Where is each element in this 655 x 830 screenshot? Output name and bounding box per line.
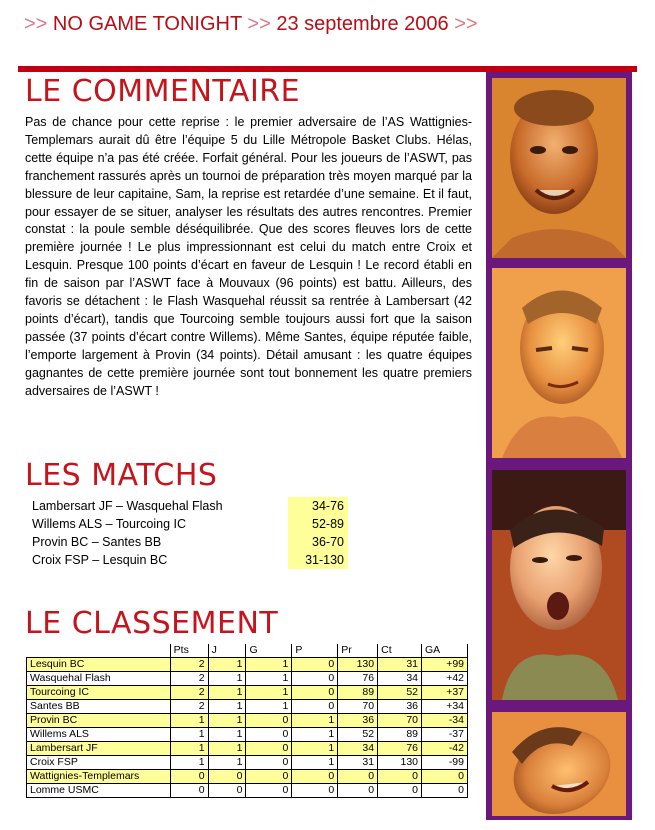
standings-cell-g: 0	[246, 770, 292, 784]
match-score: 31-130	[288, 551, 348, 569]
player-photo-1	[492, 78, 626, 258]
standings-cell-g: 1	[246, 658, 292, 672]
player-photo-3	[492, 470, 626, 700]
standings-cell-team: Tourcoing IC	[27, 686, 171, 700]
standings-cell-team: Wattignies-Templemars	[27, 770, 171, 784]
standings-row	[27, 770, 468, 784]
standings-cell-team: Croix FSP	[27, 756, 171, 770]
commentary-title: LE COMMENTAIRE	[25, 74, 301, 109]
standings-cell-j: 0	[208, 784, 246, 798]
standings-cell-g: 0	[246, 728, 292, 742]
commentary-text: Pas de chance pour cette reprise : le premier adversaire de l’AS Wattignies-Templemars aurait dû être l’équipe 5 du Lille Métropole Basket Clubs. Hélas, cette équipe n’a pas été créée. Forfait général. Pour les joueurs de l’ASWT, pas franchement rassurés après un tournoi de préparation très moyen marqué par la blessure de leur capitaine, Sam, la reprise est retardée d’une semaine. Et il faut, pour essayer de se situer, analyser les résultats des autres rencontres. Premier constat : la poule semble déséquilibrée. Que des scores fleuves lors de cette première journée ! Le plus impressionnant est celui du match entre Croix et Lesquin. Presque 100 points d’écart en faveur de Lesquin ! Le record établi en fin de saison par l’ASWT face à Mouvaux (96 points) est battu. Ailleurs, des favoris se détachent : le Flash Wasquehal réussit sa rentrée à Lambersart (42 points d’écart), tandis que Tourcoing semble toujours aussi fort que la saison passée (37 points d’écart contre Willems). Même Santes, équipe réputée faible, l’emporte largement à Provin (34 points). Détail amusant : les quatre équipes gagnantes de cette première journée sont tout bonnement les quatre premiers adversaires de l’ASWT !	[25, 115, 472, 398]
standings-cell-pts: 2	[170, 658, 208, 672]
standings-row	[27, 686, 468, 700]
standings-row	[27, 672, 468, 686]
player-photo-2	[492, 268, 626, 458]
match-teams: Croix FSP – Lesquin BC	[32, 553, 168, 567]
standings-cell-g: 1	[246, 700, 292, 714]
standings-cell-team: Provin BC	[27, 714, 171, 728]
matches-list	[32, 497, 352, 569]
standings-cell-p: 1	[292, 714, 338, 728]
standings-cell-pts: 0	[170, 770, 208, 784]
standings-table	[26, 644, 468, 798]
header-date: 23 septembre 2006	[276, 13, 449, 35]
standings-cell-ct: 76	[378, 742, 422, 756]
standings-cell-ct: 70	[378, 714, 422, 728]
standings-cell-pr: 36	[338, 714, 378, 728]
standings-cell-pr: 70	[338, 700, 378, 714]
match-row	[32, 533, 352, 551]
standings-cell-ct: 34	[378, 672, 422, 686]
standings-cell-pts: 1	[170, 728, 208, 742]
standings-title: LE CLASSEMENT	[25, 606, 279, 641]
match-score: 36-70	[288, 533, 348, 551]
standings-cell-ct: 89	[378, 728, 422, 742]
standings-cell-pr: 34	[338, 742, 378, 756]
standings-cell-pts: 2	[170, 672, 208, 686]
standings-cell-j: 1	[208, 714, 246, 728]
standings-cell-ga: +37	[422, 686, 468, 700]
match-row	[32, 551, 352, 569]
standings-header-pr: Pr	[338, 644, 378, 658]
standings-cell-ga: 0	[422, 770, 468, 784]
standings-cell-team: Wasquehal Flash	[27, 672, 171, 686]
standings-row	[27, 756, 468, 770]
standings-header-j: J	[208, 644, 246, 658]
standings-cell-p: 0	[292, 686, 338, 700]
standings-cell-ga: -42	[422, 742, 468, 756]
standings-cell-g: 1	[246, 672, 292, 686]
match-row	[32, 515, 352, 533]
standings-row	[27, 742, 468, 756]
match-teams: Lambersart JF – Wasquehal Flash	[32, 499, 223, 513]
standings-header-p: P	[292, 644, 338, 658]
standings-cell-team: Lomme USMC	[27, 784, 171, 798]
standings-cell-pts: 2	[170, 686, 208, 700]
standings-cell-team: Lambersart JF	[27, 742, 171, 756]
standings-cell-j: 1	[208, 700, 246, 714]
standings-cell-j: 1	[208, 728, 246, 742]
standings-cell-ct: 36	[378, 700, 422, 714]
standings-cell-j: 1	[208, 658, 246, 672]
standings-cell-ct: 0	[378, 770, 422, 784]
player-photo-4	[492, 712, 626, 816]
standings-cell-team: Willems ALS	[27, 728, 171, 742]
standings-cell-pr: 76	[338, 672, 378, 686]
standings-cell-ct: 52	[378, 686, 422, 700]
standings-cell-j: 1	[208, 672, 246, 686]
standings-cell-pts: 0	[170, 784, 208, 798]
standings-cell-ct: 31	[378, 658, 422, 672]
standings-cell-p: 0	[292, 658, 338, 672]
page-header	[24, 13, 478, 36]
standings-cell-pr: 130	[338, 658, 378, 672]
standings-cell-p: 0	[292, 784, 338, 798]
standings-cell-g: 1	[246, 686, 292, 700]
standings-header-g: G	[246, 644, 292, 658]
standings-cell-p: 1	[292, 742, 338, 756]
match-teams: Willems ALS – Tourcoing IC	[32, 517, 186, 531]
header-arrow: >>	[24, 13, 48, 35]
standings-cell-ct: 130	[378, 756, 422, 770]
standings-cell-p: 0	[292, 700, 338, 714]
standings-cell-p: 0	[292, 770, 338, 784]
matches-title: LES MATCHS	[25, 458, 218, 493]
standings-cell-team: Lesquin BC	[27, 658, 171, 672]
match-row	[32, 497, 352, 515]
standings-cell-pr: 31	[338, 756, 378, 770]
standings-cell-j: 0	[208, 770, 246, 784]
match-score: 52-89	[288, 515, 348, 533]
standings-cell-p: 1	[292, 756, 338, 770]
standings-cell-pr: 0	[338, 770, 378, 784]
standings-cell-ga: 0	[422, 784, 468, 798]
standings-cell-ga: +99	[422, 658, 468, 672]
standings-row	[27, 658, 468, 672]
standings-header-row	[27, 644, 468, 658]
standings-cell-pr: 0	[338, 784, 378, 798]
standings-cell-pr: 89	[338, 686, 378, 700]
standings-cell-ct: 0	[378, 784, 422, 798]
standings-header-ct: Ct	[378, 644, 422, 658]
standings-cell-j: 1	[208, 742, 246, 756]
standings-cell-ga: -37	[422, 728, 468, 742]
standings-cell-j: 1	[208, 756, 246, 770]
standings-cell-p: 1	[292, 728, 338, 742]
standings-cell-pts: 2	[170, 700, 208, 714]
match-teams: Provin BC – Santes BB	[32, 535, 162, 549]
standings-cell-g: 0	[246, 714, 292, 728]
standings-cell-pr: 52	[338, 728, 378, 742]
standings-cell-pts: 1	[170, 756, 208, 770]
standings-cell-g: 0	[246, 784, 292, 798]
header-arrow: >>	[247, 13, 271, 35]
standings-row	[27, 728, 468, 742]
header-arrow: >>	[454, 13, 478, 35]
standings-header-pts: Pts	[170, 644, 208, 658]
standings-cell-ga: -34	[422, 714, 468, 728]
standings-header-team	[27, 644, 171, 658]
standings-cell-g: 0	[246, 756, 292, 770]
standings-cell-pts: 1	[170, 714, 208, 728]
standings-header-ga: GA	[422, 644, 468, 658]
photo-column	[486, 72, 632, 820]
standings-cell-j: 1	[208, 686, 246, 700]
standings-cell-ga: +34	[422, 700, 468, 714]
standings-cell-ga: -99	[422, 756, 468, 770]
standings-cell-team: Santes BB	[27, 700, 171, 714]
standings-row	[27, 714, 468, 728]
standings-cell-ga: +42	[422, 672, 468, 686]
standings-row	[27, 784, 468, 798]
standings-cell-g: 0	[246, 742, 292, 756]
match-score: 34-76	[288, 497, 348, 515]
standings-cell-p: 0	[292, 672, 338, 686]
header-title: NO GAME TONIGHT	[52, 13, 242, 35]
standings-cell-pts: 1	[170, 742, 208, 756]
standings-row	[27, 700, 468, 714]
